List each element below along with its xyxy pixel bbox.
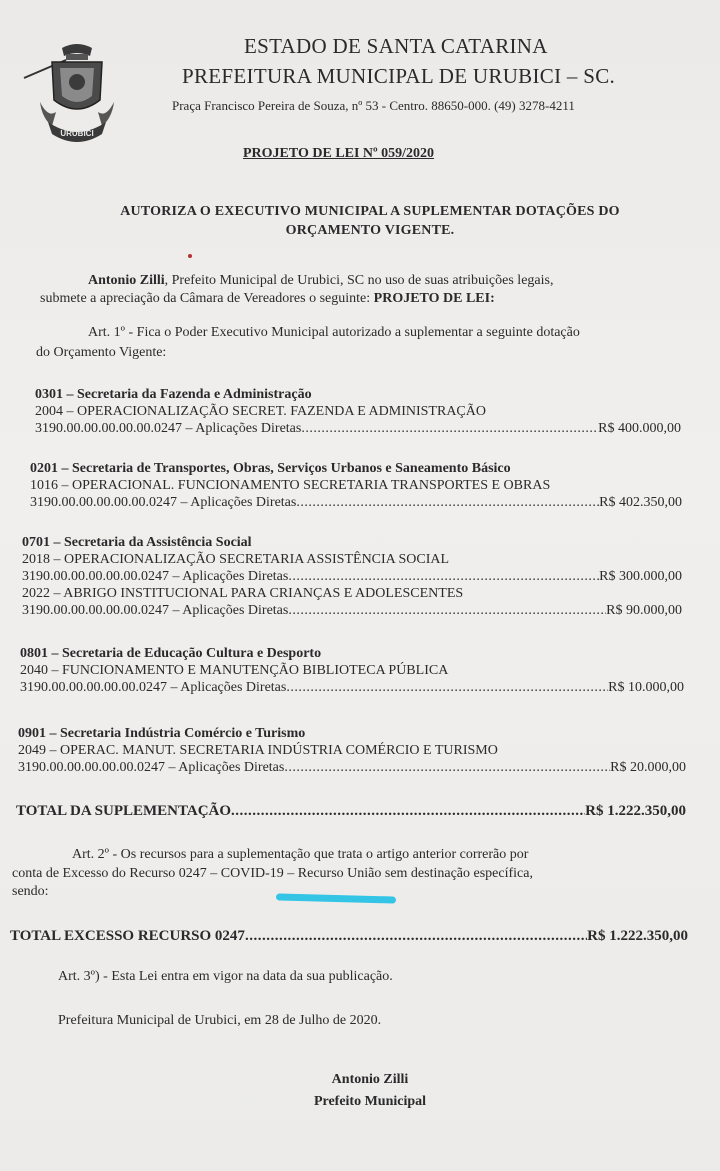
- address-line: Praça Francisco Pereira de Souza, nº 53 - Centro. 88650-000. (49) 3278-4211: [172, 98, 575, 113]
- section-heading: 0801 – Secretaria de Educação Cultura e Desporto: [20, 646, 322, 661]
- total-excess: [10, 928, 688, 945]
- dot-leader: [231, 803, 585, 820]
- bill-title-line-2: ORÇAMENTO VIGENTE.: [285, 223, 455, 238]
- item-line: [22, 602, 682, 619]
- closing-text: Prefeitura Municipal de Urubici, em 28 de Julho de 2020.: [58, 1013, 382, 1028]
- art1-line-2: do Orçamento Vigente:: [36, 345, 167, 360]
- budget-section: [30, 460, 682, 511]
- municipality-heading: PREFEITURA MUNICIPAL DE URUBICI – SC.: [182, 64, 616, 88]
- crest-label: URUBICI: [60, 129, 94, 138]
- item-code: 3190.00.00.00.00.00.0247 – Aplicações Diretas: [22, 603, 289, 618]
- art2-line-3: sendo:: [12, 884, 49, 899]
- signature-role: Prefeito Municipal: [313, 1094, 427, 1109]
- section-heading: 0301 – Secretaria da Fazenda e Administração: [35, 387, 312, 402]
- budget-section: [18, 725, 686, 776]
- intro-line-1-rest: , Prefeito Municipal de Urubici, SC no uso de suas atribuições legais,: [164, 273, 554, 288]
- total-supplementation: [16, 803, 686, 820]
- item-line: [35, 420, 681, 437]
- budget-section: [22, 534, 682, 619]
- item-line: [20, 679, 684, 696]
- item-description: 1016 – OPERACIONAL. FUNCIONAMENTO SECRETARIA TRANSPORTES E OBRAS: [30, 478, 551, 493]
- intro-name: Antonio Zilli: [88, 273, 165, 288]
- signature-name: Antonio Zilli: [331, 1072, 409, 1087]
- art2-line-1: Art. 2º - Os recursos para a suplementação que trata o artigo anterior correrão por: [72, 847, 529, 862]
- dot-leader: [286, 679, 608, 696]
- item-code: 3190.00.00.00.00.00.0247 – Aplicações Diretas: [35, 421, 302, 436]
- item-description: 2004 – OPERACIONALIZAÇÃO SECRET. FAZENDA E ADMINISTRAÇÃO: [35, 404, 486, 419]
- intro-line-2-bold: PROJETO DE LEI:: [373, 291, 495, 306]
- municipal-crest-logo: [22, 38, 132, 148]
- total-supplementation-label: TOTAL DA SUPLEMENTAÇÃO: [16, 803, 232, 819]
- dot-leader: [301, 420, 598, 437]
- item-code: 3190.00.00.00.00.00.0247 – Aplicações Diretas: [22, 569, 289, 584]
- intro-line-2-start: submete a apreciação da Câmara de Vereadores o seguinte:: [40, 291, 374, 306]
- item-code: 3190.00.00.00.00.00.0247 – Aplicações Diretas: [18, 760, 285, 775]
- intro-line-2: [40, 290, 495, 308]
- section-heading: 0901 – Secretaria Indústria Comércio e Turismo: [18, 726, 306, 741]
- section-heading: 0201 – Secretaria de Transportes, Obras, Serviços Urbanos e Saneamento Básico: [30, 461, 511, 476]
- item-line: [30, 494, 682, 511]
- budget-section: [35, 386, 681, 437]
- total-supplementation-amount: R$ 1.222.350,00: [585, 803, 686, 819]
- item-amount: R$ 402.350,00: [599, 495, 682, 510]
- item-description: 2018 – OPERACIONALIZAÇÃO SECRETARIA ASSISTÊNCIA SOCIAL: [22, 552, 450, 567]
- item-line: [18, 759, 686, 776]
- item-amount: R$ 20.000,00: [610, 760, 686, 775]
- section-heading: 0701 – Secretaria da Assistência Social: [22, 535, 252, 550]
- intro-line-1: [88, 272, 553, 290]
- item-description: 2040 – FUNCIONAMENTO E MANUTENÇÃO BIBLIOTECA PÚBLICA: [20, 663, 449, 678]
- highlighter-mark: [276, 893, 396, 903]
- art1-line-1: Art. 1º - Fica o Poder Executivo Municipal autorizado a suplementar a seguinte dotação: [88, 325, 580, 340]
- art3-text: Art. 3º) - Esta Lei entra em vigor na data da sua publicação.: [58, 969, 393, 984]
- item-code: 3190.00.00.00.00.00.0247 – Aplicações Diretas: [30, 495, 297, 510]
- item-amount: R$ 90.000,00: [606, 603, 682, 618]
- state-heading: ESTADO DE SANTA CATARINA: [244, 34, 548, 58]
- total-excess-label: TOTAL EXCESSO RECURSO 0247: [10, 928, 245, 944]
- budget-section: [20, 645, 684, 696]
- item-amount: R$ 300.000,00: [599, 569, 682, 584]
- bill-number: PROJETO DE LEI Nº 059/2020: [243, 146, 435, 161]
- total-excess-amount: R$ 1.222.350,00: [587, 928, 688, 944]
- item-amount: R$ 10.000,00: [608, 680, 684, 695]
- dot-leader: [288, 602, 606, 619]
- item-amount: R$ 400.000,00: [598, 421, 681, 436]
- dot-leader: [284, 759, 610, 776]
- bill-title-line-1: AUTORIZA O EXECUTIVO MUNICIPAL A SUPLEMENTAR DOTAÇÕES DO: [120, 204, 620, 219]
- item-description: 2022 – ABRIGO INSTITUCIONAL PARA CRIANÇAS E ADOLESCENTES: [22, 586, 464, 601]
- dot-leader: [245, 928, 587, 945]
- dot-leader: [288, 568, 599, 585]
- item-description: 2049 – OPERAC. MANUT. SECRETARIA INDÚSTRIA COMÉRCIO E TURISMO: [18, 743, 498, 758]
- art2-line-2: conta de Excesso do Recurso 0247 – COVID-19 – Recurso União sem destinação específica,: [12, 866, 533, 881]
- dot-leader: [296, 494, 599, 511]
- bill-title: [40, 202, 700, 240]
- item-line: [22, 568, 682, 585]
- item-code: 3190.00.00.00.00.00.0247 – Aplicações Diretas: [20, 680, 287, 695]
- ink-mark: [188, 254, 192, 258]
